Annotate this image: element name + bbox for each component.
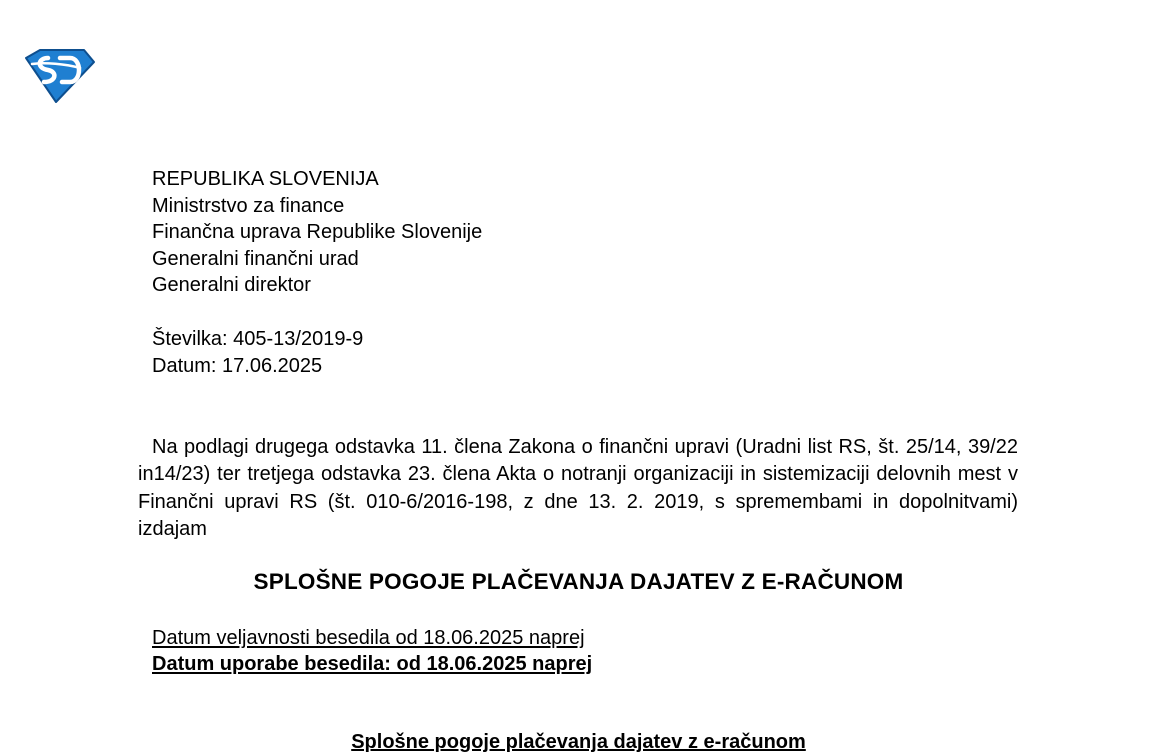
document-reference (152, 326, 363, 379)
issuer-line-administration: Finančna uprava Republike Slovenije (152, 221, 483, 244)
document-title: SPLOŠNE POGOJE PLAČEVANJA DAJATEV Z E-RAČUNOM (253, 569, 904, 594)
usage-date: Datum uporabe besedila: od 18.06.2025 naprej (152, 653, 593, 675)
issuer-line-ministry: Ministrstvo za finance (152, 194, 345, 217)
section-subtitle: Splošne pogoje plačevanja dajatev z e-računom (351, 731, 806, 753)
intro-paragraph: Na podlagi drugega odstavka 11. člena Zakona o finančni upravi (Uradni list RS, št. 25/14, 39/22 in14/23) ter tretjega odstavka 23. člena Akta o notranji organizaciji in sistemizaciji delovnih mest v Finančni upravi RS (št. 010-6/2016-198, z dne 13. 2. 2019, s spremembami in dopolnitvami) izdajam (138, 436, 1018, 540)
reference-date: Datum: 17.06.2025 (152, 354, 323, 377)
validity-date: Datum veljavnosti besedila od 18.06.2025 naprej (152, 627, 585, 649)
validity-dates (152, 625, 592, 677)
issuer-header (152, 166, 482, 299)
fu-logo-icon (22, 48, 96, 104)
issuer-line-director: Generalni direktor (152, 274, 311, 297)
reference-number: Številka: 405-13/2019-9 (152, 328, 364, 350)
issuer-line-office: Generalni finančni urad (152, 247, 359, 270)
issuer-line-country: REPUBLIKA SLOVENIJA (152, 168, 379, 190)
